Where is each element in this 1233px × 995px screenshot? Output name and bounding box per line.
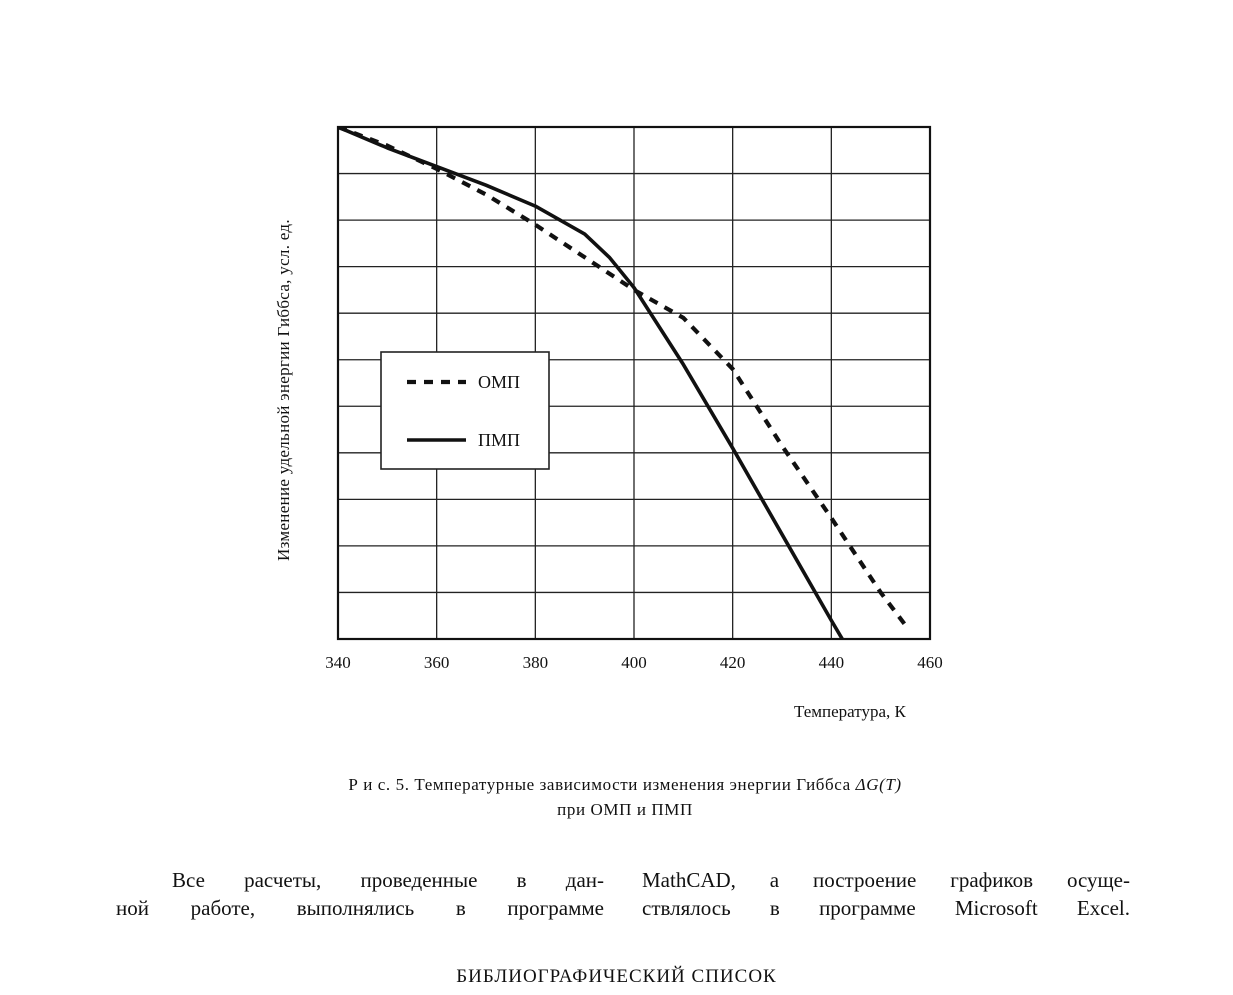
x-tick-label: 340: [325, 653, 351, 672]
caption-prefix: Р и с. 5. Температурные зависимости изменения энергии Гиббса: [348, 775, 851, 794]
x-tick-labels: [325, 653, 943, 672]
caption-expression: ΔG(T): [855, 775, 902, 794]
x-tick-label: 460: [917, 653, 943, 672]
legend-label: ОМП: [478, 372, 521, 392]
caption-line2: при ОМП и ПМП: [557, 800, 693, 819]
x-tick-label: 420: [719, 653, 746, 672]
x-axis-label: Температура, К: [794, 702, 906, 721]
body-text-left-column: [116, 866, 604, 922]
x-tick-label: 400: [621, 653, 647, 672]
body-left-line2: ной работе, выполнялись в программе: [116, 896, 604, 920]
figure-caption: [180, 772, 1070, 822]
body-left-line1: Все расчеты, проведенные в дан-: [172, 868, 604, 892]
legend: [381, 352, 549, 469]
x-tick-label: 380: [522, 653, 549, 672]
section-heading: БИБЛИОГРАФИЧЕСКИЙ СПИСОК: [456, 966, 777, 987]
legend-box: [381, 352, 549, 469]
x-tick-label: 360: [423, 653, 450, 672]
body-right-line1: MathCAD, а построение графиков осуще-: [642, 868, 1130, 892]
y-axis-label: Изменение удельной энергии Гиббса, усл. ед.: [274, 219, 293, 561]
x-tick-label: 440: [818, 653, 845, 672]
body-text-right-column: [642, 866, 1130, 922]
legend-label: ПМП: [478, 430, 521, 450]
body-right-line2: ствлялось в программе Microsoft Excel.: [642, 896, 1130, 920]
